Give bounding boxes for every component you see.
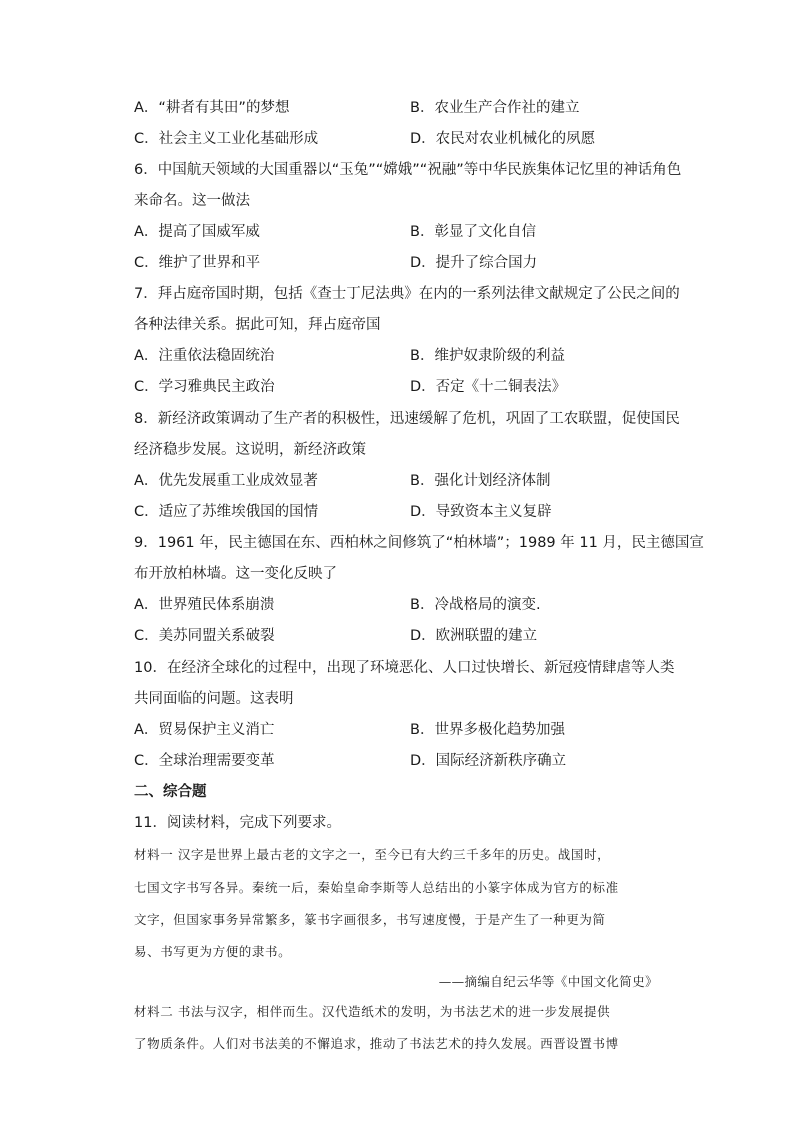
q9-option-b: B．冷战格局的演变. (410, 597, 541, 613)
q8-option-c: C．适应了苏维埃俄国的国情 (134, 504, 319, 520)
q8-stem-line2: 经济稳步发展。这说明，新经济政策 (134, 442, 366, 458)
q9-option-c: C．美苏同盟关系破裂 (134, 628, 275, 644)
q8-option-d: D．导致资本主义复辟 (410, 504, 552, 520)
material1-line1: 材料一 汉字是世界上最古老的文字之一，至今已有大约三千多年的历史。战国时， (134, 847, 611, 862)
q8-option-a: A．优先发展重工业成效显著 (134, 473, 318, 489)
q6-option-a: A．提高了国威军威 (134, 224, 260, 240)
q6-option-c: C．维护了世界和平 (134, 255, 261, 271)
q10-option-d: D．国际经济新秩序确立 (410, 753, 567, 769)
q7-option-a: A．注重依法稳固统治 (134, 348, 275, 364)
q5-option-b: B．农业生产合作社的建立 (410, 100, 580, 116)
q9-stem-line1: 9．1961 年，民主德国在东、西柏林之间修筑了“柏林墙”；1989 年 11 月，民主德国宣 (134, 535, 704, 551)
q10-option-b: B．世界多极化趋势加强 (410, 722, 565, 738)
q9-option-a: A．世界殖民体系崩溃 (134, 597, 275, 613)
section-title: 二、综合题 (134, 784, 207, 800)
q6-option-b: B．彰显了文化自信 (410, 224, 536, 240)
q10-stem-line2: 共同面临的问题。这表明 (134, 691, 294, 707)
material2-line1: 材料二 书法与汉字，相伴而生。汉代造纸术的发明，为书法艺术的进一步发展提供 (134, 1004, 611, 1019)
material1-line4: 易、书写更为方便的隶书。 (134, 944, 292, 959)
q8-stem-line1: 8．新经济政策调动了生产者的积极性，迅速缓解了危机，巩固了工农联盟，促使国民 (134, 411, 680, 427)
q11-prompt: 11．阅读材料，完成下列要求。 (134, 815, 341, 831)
q7-option-c: C．学习雅典民主政治 (134, 379, 275, 395)
q7-stem-line1: 7．拜占庭帝国时期，包括《查士丁尼法典》在内的一系列法律文献规定了公民之间的 (134, 286, 680, 302)
q5-option-a: A．“耕者有其田”的梦想 (134, 100, 290, 116)
q8-option-b: B．强化计划经济体制 (410, 473, 551, 489)
material1-line2: 七国文字书写各异。秦统一后，秦始皇命李斯等人总结出的小篆字体成为官方的标准 (134, 880, 619, 895)
q9-option-d: D．欧洲联盟的建立 (410, 628, 538, 644)
q7-option-b: B．维护奴隶阶级的利益 (410, 348, 565, 364)
material1-source: ——摘编自纪云华等《中国文化简史》 (438, 974, 658, 989)
q9-stem-line2: 布开放柏林墙。这一变化反映了 (134, 566, 337, 582)
q7-option-d: D．否定《十二铜表法》 (410, 379, 567, 395)
q10-stem-line1: 10．在经济全球化的过程中，出现了环境恶化、人口过快增长、新冠疫情肆虐等人类 (134, 660, 675, 676)
q5-option-d: D．农民对农业机械化的夙愿 (410, 131, 596, 147)
q6-stem-line2: 来命名。这一做法 (134, 193, 250, 209)
q5-option-c: C．社会主义工业化基础形成 (134, 131, 319, 147)
q10-option-a: A．贸易保护主义消亡 (134, 722, 275, 738)
q6-stem-line1: 6．中国航天领域的大国重器以“玉兔”“嫦娥”“祝融”等中华民族集体记忆里的神话角色 (134, 162, 682, 178)
material2-line2: 了物质条件。人们对书法美的不懈追求，推动了书法艺术的持久发展。西晋设置书博 (134, 1036, 619, 1051)
q10-option-c: C．全球治理需要变革 (134, 753, 275, 769)
q6-option-d: D．提升了综合国力 (410, 255, 538, 271)
q7-stem-line2: 各种法律关系。据此可知，拜占庭帝国 (134, 317, 381, 333)
material1-line3: 文字，但国家事务异常繁多，篆书字画很多，书写速度慢，于是产生了一种更为简 (134, 912, 606, 927)
